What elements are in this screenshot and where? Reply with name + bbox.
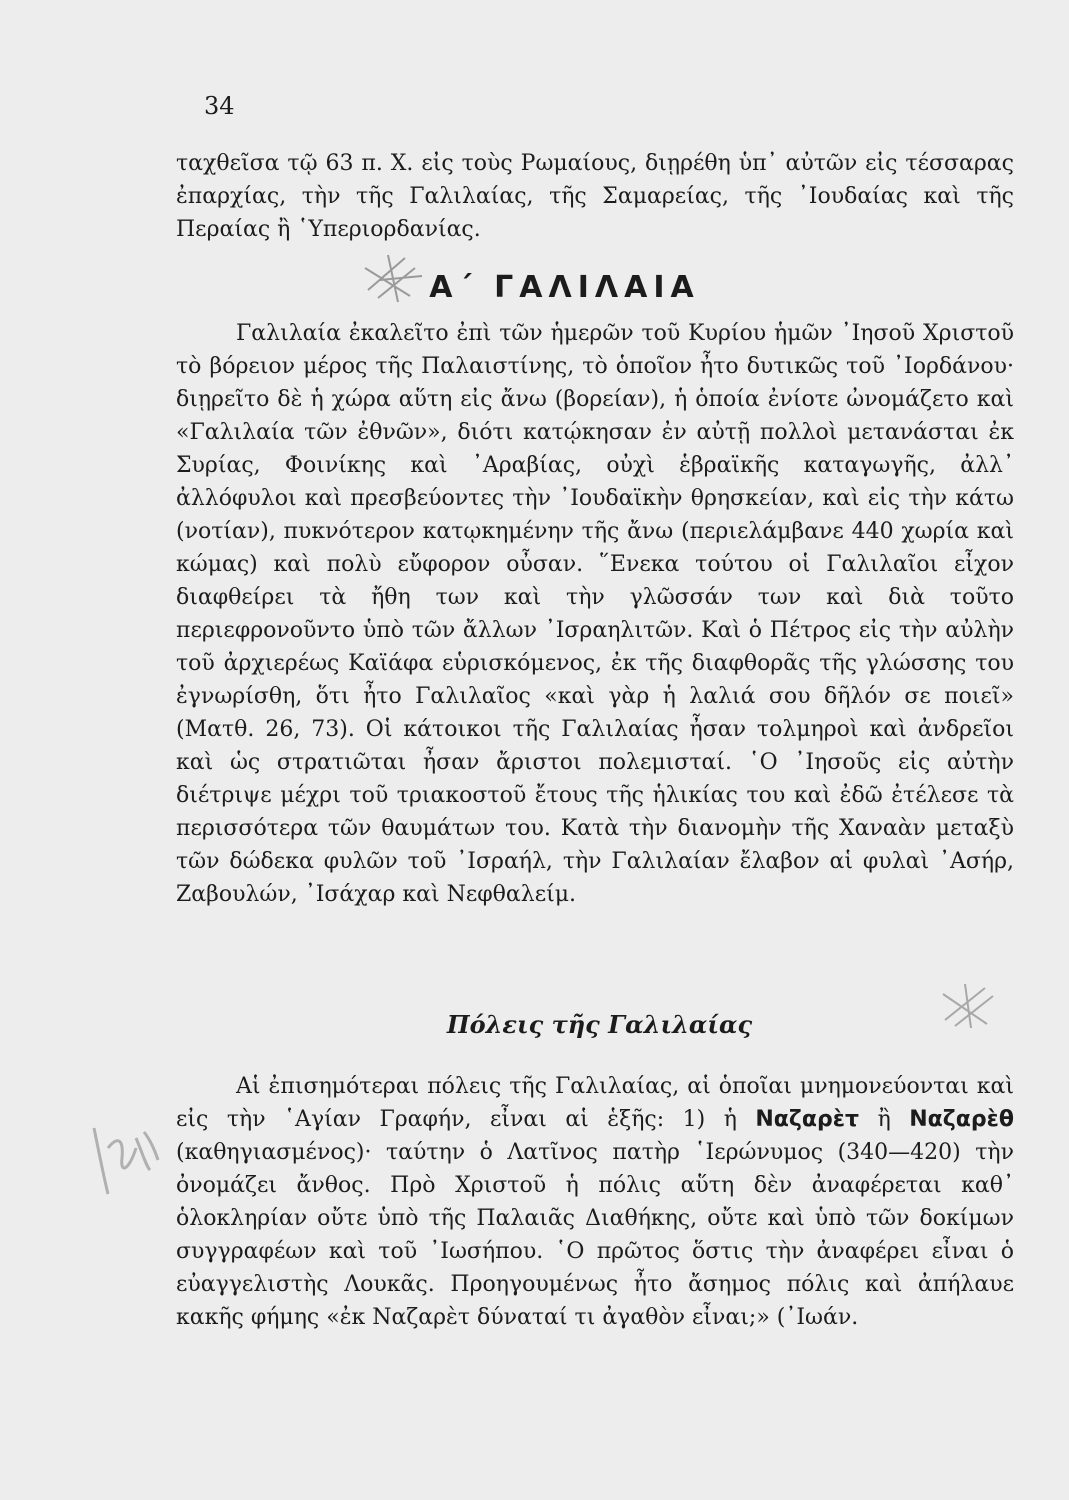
cities-text-part3: (καθηγιασμένος)· ταύτην ὁ Λατῖνος πατὴρ ῾Ιερώνυμος (340—420) τὴν ὀνομάζει ἄνθος. Πρὸ Χριστοῦ ἡ πόλις αὕτη δὲν ἀναφέρεται καθ᾿ ὁλοκληρίαν οὔτε ὑπὸ τῆς Παλαιᾶς Διαθήκης, οὔτε καὶ ὑπὸ τῶν δοκίμων συγγραφέων καὶ τοῦ ᾿Ιωσήπου. ῾Ο πρῶτος ὅστις τὴν ἀναφέρει εἶναι ὁ εὐαγγελιστὴς Λουκᾶς. Προηγουμένως ἦτο ἄσημος πόλις καὶ ἀπήλαυε κακῆς φήμης «ἐκ Ναζαρὲτ δύναταί τι ἀγαθὸν εἶναι;» (᾿Ιωάν. [176,1140,1014,1330]
cities-heading: Πόλεις τῆς Γαλιλαίας [446,1010,753,1039]
galilee-paragraph: Γαλιλαία ἐκαλεῖτο ἐπὶ τῶν ἡμερῶν τοῦ Κυρίου ἡμῶν ᾿Ιησοῦ Χριστοῦ τὸ βόρειον μέρος τῆς Παλαιστίνης, τὸ ὁποῖον ἦτο δυτικῶς τοῦ ᾿Ιορδάνου· διῃρεῖτο δὲ ἡ χώρα αὕτη εἰς ἄνω (βορείαν), ἡ ὁποία ἐνίοτε ὠνομάζετο καὶ «Γαλιλαία τῶν ἐθνῶν», διότι κατῴκησαν ἐν αὐτῇ πολλοὶ μετανάσται ἐκ Συρίας, Φοινίκης καὶ ᾿Αραβίας, οὐχὶ ἑβραϊκῆς καταγωγῆς, ἀλλ᾿ ἀλλόφυλοι καὶ πρεσβεύοντες τὴν ᾿Ιουδαϊκὴν θρησκείαν, καὶ εἰς τὴν κάτω (νοτίαν), πυκνότερον κατῳκημένην τῆς ἄνω (περιελάμβανε 440 χωρία καὶ κώμας) καὶ πολὺ εὔφορον οὖσαν. ῞Ενεκα τούτου οἱ Γαλιλαῖοι εἶχον διαφθείρει τὰ ἤθη των καὶ τὴν γλῶσσάν των καὶ διὰ τοῦτο περιεφρονοῦντο ὑπὸ τῶν ἄλλων ᾿Ισραηλιτῶν. Καὶ ὁ Πέτρος εἰς τὴν αὐλὴν τοῦ ἀρχιερέως Καϊάφα εὑρισκόμενος, ἐκ τῆς διαφθορᾶς τῆς γλώσσης του ἐγνωρίσθη, ὅτι ἦτο Γαλιλαῖος «καὶ γὰρ ἡ λαλιά σου δῆλόν σε ποιεῖ» (Ματθ. 26, 73). Οἱ κάτοικοι τῆς Γαλιλαίας ἦσαν τολμηροὶ καὶ ἀνδρεῖοι καὶ ὡς στρατιῶται ἦσαν ἄριστοι πολεμισταί. ῾Ο ᾿Ιησοῦς εἰς αὐτὴν διέτριψε μέχρι τοῦ τριακοστοῦ ἔτους τῆς ἡλικίας του καὶ ἐδῶ ἐτέλεσε τὰ περισσότερα τῶν θαυμάτων του. Κατὰ τὴν διανομὴν τῆς Χαναὰν μεταξὺ τῶν δώδεκα φυλῶν τοῦ ᾿Ισραήλ, τὴν Γαλιλαίαν ἔλαβον αἱ φυλαὶ ᾿Ασήρ, Ζαβουλών, ᾿Ισάχαρ καὶ Νεφθαλείμ. [176,321,1014,907]
page-number: 34 [204,92,235,120]
cities-text-part1: Αἱ ἐπισημότεραι πόλεις τῆς Γαλιλαίας, αἱ ὁποῖαι μνημονεύονται καὶ εἰς τὴν ῾Αγίαν Γραφήν, εἶναι αἱ ἑξῆς: 1) ἡ [176,1074,1014,1132]
pencil-mark-icon [935,980,1005,1030]
nazareth-alt-term: Ναζαρὲθ [909,1107,1014,1132]
intro-paragraph: ταχθεῖσα τῷ 63 π. Χ. εἰς τοὺς Ρωμαίους, διῃρέθη ὑπ᾿ αὐτῶν εἰς τέσσαρας ἐπαρχίας, τὴν τῆς Γαλιλαίας, τῆς Σαμαρείας, τῆς ᾿Ιουδαίας καὶ τῆς Περαίας ἢ ῾Υπεριορδανίας. [176,151,1014,242]
cities-paragraph [176,1070,1014,1334]
cities-text-part2: ἢ [859,1107,910,1132]
nazareth-term: Ναζαρὲτ [755,1107,860,1132]
galilee-heading: Α΄ ΓΑΛΙΛΑΙΑ [429,270,700,305]
pencil-scribble-icon [86,1108,166,1198]
